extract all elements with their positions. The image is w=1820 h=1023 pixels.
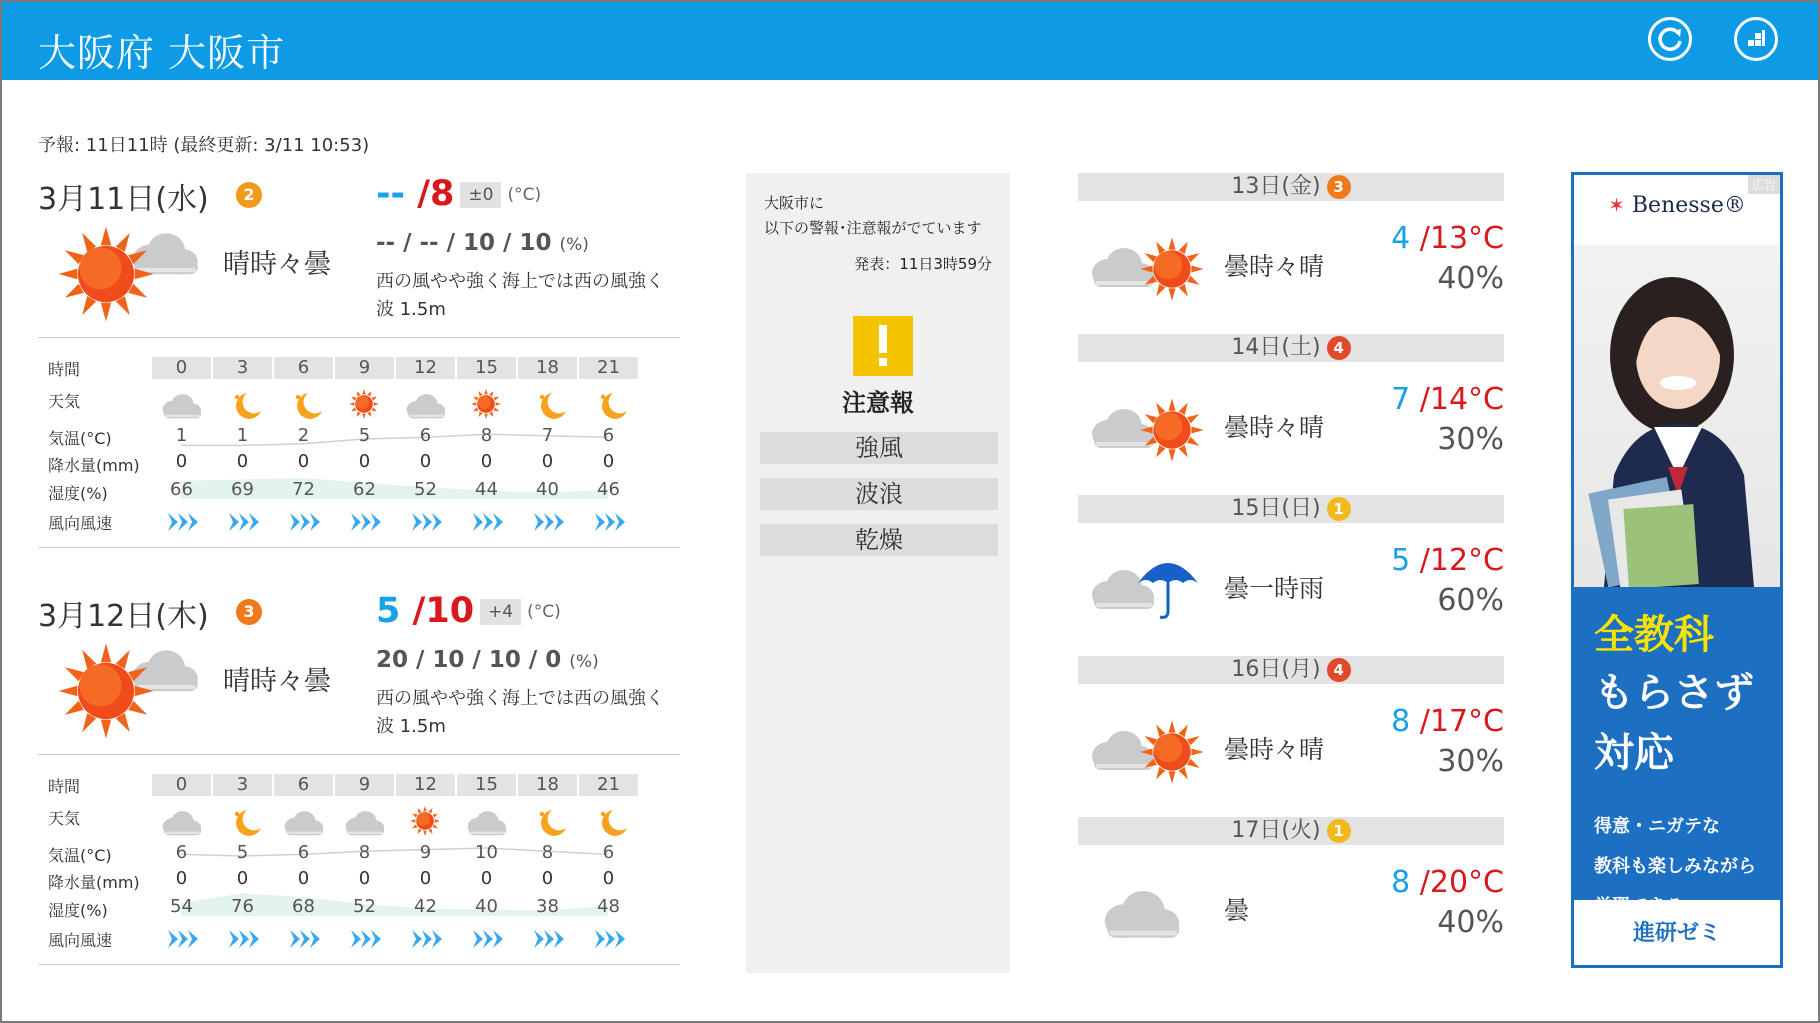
hour-precip: 0 [358, 868, 371, 889]
warnings-heading-line1: 大阪市に [764, 194, 825, 212]
hour-header: 9 [335, 774, 394, 796]
hour-humidity: 54 [170, 896, 193, 917]
cloud-icon [335, 804, 394, 838]
wind-direction-icon [457, 509, 516, 535]
hour-header: 3 [213, 774, 272, 796]
row-label-temp: 気温(°C) [48, 429, 112, 448]
sun-icon [335, 387, 394, 421]
hour-header: 12 [396, 774, 455, 796]
moon-icon [274, 387, 333, 421]
wind-direction-icon [518, 926, 577, 952]
benesse-logo-mark-icon: ✶ [1608, 193, 1625, 217]
wind-direction-icon [335, 926, 394, 952]
hour-header: 18 [518, 774, 577, 796]
weekly-temperature: 5 /12°C [1391, 543, 1504, 578]
hour-header: 6 [274, 774, 333, 796]
day-precip-prob [376, 230, 589, 256]
weekly-weather: 曇時々晴 [1224, 413, 1325, 442]
weekly-precip-prob: 40% [1437, 261, 1504, 296]
cloud-sun-icon [1078, 708, 1218, 798]
hour-precip: 0 [236, 451, 249, 472]
wind-direction-icon [396, 926, 455, 952]
hour-humidity: 44 [475, 479, 498, 500]
ad-subcopy-3: 学習できる [1594, 896, 1684, 917]
temp-slash: / [412, 591, 426, 631]
cloud-sun-icon [1078, 225, 1218, 315]
weekly-temperature: 7 /14°C [1391, 382, 1504, 417]
hour-temp: 10 [475, 842, 498, 863]
weekly-day-header [1078, 334, 1504, 362]
benesse-logo-text: Benesse [1631, 193, 1724, 218]
hour-precip: 0 [541, 868, 554, 889]
hour-temp: 6 [419, 425, 432, 446]
day-weather: 晴時々曇 [223, 249, 331, 280]
weekly-index-badge: 4 [1327, 336, 1351, 360]
hour-precip: 0 [175, 868, 188, 889]
ad-label: 広告 [1748, 175, 1780, 194]
warnings-time: 発表：11日3時59分 [854, 255, 992, 273]
ad-headline-2-3 [1594, 663, 1754, 783]
hour-humidity: 69 [231, 479, 254, 500]
weekly-date: 16日(月) [1231, 657, 1321, 682]
weekly-temp-unit: °C [1468, 865, 1504, 900]
hour-temp: 2 [297, 425, 310, 446]
ad-headline-3: 対応 [1594, 730, 1674, 776]
hour-humidity: 42 [414, 896, 437, 917]
weekly-temp-min: 5 [1391, 543, 1411, 578]
hour-precip: 0 [297, 451, 310, 472]
weekly-temp-unit: °C [1468, 543, 1504, 578]
hour-humidity: 62 [353, 479, 376, 500]
hour-header: 9 [335, 357, 394, 379]
hour-temp: 8 [358, 842, 371, 863]
hour-temp: 6 [602, 425, 615, 446]
hour-header: 0 [152, 357, 211, 379]
temp-unit: (°C) [527, 602, 561, 622]
weekly-temp-min: 7 [1391, 382, 1411, 417]
moon-icon [518, 387, 577, 421]
advertisement[interactable] [1571, 172, 1783, 968]
weekly-day-header [1078, 173, 1504, 201]
cloud-icon [1078, 869, 1218, 959]
hour-temp: 9 [419, 842, 432, 863]
hour-temp: 6 [175, 842, 188, 863]
weekly-temperature: 8 /17°C [1391, 704, 1504, 739]
moon-icon [579, 387, 638, 421]
day-wind: 西の風やや強く海上では西の風強く [376, 271, 664, 292]
hour-precip: 0 [602, 451, 615, 472]
warning-item[interactable]: 波浪 [760, 478, 998, 510]
cloud-icon [152, 804, 211, 838]
divider [38, 337, 680, 338]
pin-icon [1737, 20, 1775, 58]
divider [38, 754, 680, 755]
day-temperature [376, 174, 541, 214]
weekly-weather: 曇一時雨 [1224, 574, 1325, 603]
ad-photo-student [1574, 245, 1780, 587]
cloud-icon [274, 804, 333, 838]
weekly-temperature: 4 /13°C [1391, 221, 1504, 256]
temp-min: 5 [376, 591, 401, 631]
wind-direction-icon [213, 926, 272, 952]
wind-direction-icon [274, 926, 333, 952]
wind-direction-icon [579, 509, 638, 535]
cloud-icon [396, 387, 455, 421]
wind-direction-icon [152, 509, 211, 535]
benesse-logo [1574, 193, 1780, 218]
forecast-meta: 予報: 11日11時 (最終更新: 3/11 10:53) [38, 135, 370, 156]
day-wave: 波 1.5m [376, 299, 446, 320]
row-label-humidity: 湿度(%) [48, 901, 108, 920]
weekly-day-header [1078, 495, 1504, 523]
hour-header: 15 [457, 774, 516, 796]
weekly-temp-max: 17 [1429, 704, 1469, 739]
warnings-panel [746, 173, 1010, 973]
weekly-temp-unit: °C [1468, 704, 1504, 739]
ad-copy-area [1574, 587, 1780, 917]
weekly-day-header [1078, 817, 1504, 845]
hour-header: 12 [396, 357, 455, 379]
exclamation-icon [853, 316, 913, 376]
weekly-weather: 曇時々晴 [1224, 252, 1325, 281]
weekly-temp-max: 13 [1429, 221, 1469, 256]
day-precip-prob [376, 647, 599, 673]
hour-humidity: 48 [597, 896, 620, 917]
temp-diff: ±0 [460, 182, 501, 208]
temp-diff: +4 [480, 599, 521, 625]
weekly-precip-prob: 40% [1437, 905, 1504, 940]
weekly-temp-min: 8 [1391, 865, 1411, 900]
day-temperature [376, 591, 561, 631]
day-index-badge: 2 [236, 182, 262, 208]
hour-humidity: 68 [292, 896, 315, 917]
hour-temp: 5 [236, 842, 249, 863]
temp-max: 8 [430, 174, 455, 214]
weekly-date: 13日(金) [1231, 174, 1321, 199]
hour-humidity: 76 [231, 896, 254, 917]
hour-precip: 0 [602, 868, 615, 889]
pop-values: 20 / 10 / 10 / 0 [376, 647, 562, 673]
hour-temp: 6 [297, 842, 310, 863]
hour-precip: 0 [236, 868, 249, 889]
wind-direction-icon [213, 509, 272, 535]
weekly-weather: 曇時々晴 [1224, 735, 1325, 764]
divider [38, 964, 680, 965]
weekly-temp-unit: °C [1468, 221, 1504, 256]
hour-humidity: 46 [597, 479, 620, 500]
day-weather: 晴時々曇 [223, 666, 331, 697]
pin-to-start-button[interactable] [1734, 17, 1778, 61]
ad-headline-2: もらさず [1594, 670, 1754, 716]
weekly-day-header [1078, 656, 1504, 684]
row-label-precip: 降水量(mm) [48, 873, 140, 892]
temp-max: 10 [425, 591, 475, 631]
sun-cloud-icon [48, 214, 218, 334]
weekly-day [1078, 495, 1504, 655]
row-label-humidity: 湿度(%) [48, 484, 108, 503]
day-date: 3月12日(木) [38, 599, 209, 634]
hour-temp: 1 [236, 425, 249, 446]
hour-temp: 8 [541, 842, 554, 863]
sun-icon [457, 387, 516, 421]
weekly-precip-prob: 30% [1437, 422, 1504, 457]
hour-header: 21 [579, 774, 638, 796]
hour-humidity: 52 [353, 896, 376, 917]
hour-precip: 0 [541, 451, 554, 472]
weekly-day [1078, 817, 1504, 977]
wind-direction-icon [396, 509, 455, 535]
row-label-time: 時間 [48, 360, 81, 379]
weekly-date: 14日(土) [1231, 335, 1321, 360]
moon-icon [213, 804, 272, 838]
hour-temp: 1 [175, 425, 188, 446]
weekly-index-badge: 1 [1327, 819, 1351, 843]
wind-direction-icon [579, 926, 638, 952]
moon-icon [579, 804, 638, 838]
weekly-temp-unit: °C [1468, 382, 1504, 417]
hour-humidity: 40 [536, 479, 559, 500]
weekly-temperature: 8 /20°C [1391, 865, 1504, 900]
day-wind: 西の風やや強く海上では西の風強く [376, 688, 664, 709]
hour-temp: 5 [358, 425, 371, 446]
moon-icon [213, 387, 272, 421]
wind-direction-icon [518, 509, 577, 535]
row-label-weather: 天気 [48, 392, 81, 411]
pop-unit: (%) [559, 235, 589, 255]
hour-header: 15 [457, 357, 516, 379]
row-label-wind: 風向風速 [48, 931, 113, 950]
warnings-heading [764, 191, 982, 241]
row-label-precip: 降水量(mm) [48, 456, 140, 475]
weekly-index-badge: 3 [1327, 175, 1351, 199]
weekly-temp-max: 12 [1429, 543, 1469, 578]
divider [38, 547, 680, 548]
warning-level: 注意報 [842, 389, 914, 417]
warnings-heading-line2: 以下の警報･注意報がでています [764, 219, 982, 237]
day-wind-wave [376, 268, 696, 324]
hour-humidity: 38 [536, 896, 559, 917]
cloud-icon [457, 804, 516, 838]
row-label-time: 時間 [48, 777, 81, 796]
weekly-precip-prob: 60% [1437, 583, 1504, 618]
warning-item[interactable]: 乾燥 [760, 524, 998, 556]
hour-precip: 0 [480, 451, 493, 472]
hour-precip: 0 [297, 868, 310, 889]
weekly-temp-max: 14 [1429, 382, 1469, 417]
weekly-temp-min: 4 [1391, 221, 1411, 256]
cloud-umbrella-icon [1078, 547, 1218, 637]
weekly-temp-min: 8 [1391, 704, 1411, 739]
weekly-temp-max: 20 [1429, 865, 1469, 900]
day-forecast-tomorrow [38, 591, 680, 971]
sun-cloud-icon [48, 631, 218, 751]
hour-humidity: 66 [170, 479, 193, 500]
cloud-icon [152, 387, 211, 421]
weekly-day [1078, 656, 1504, 816]
hour-header: 18 [518, 357, 577, 379]
day-index-badge: 3 [236, 599, 262, 625]
weekly-index-badge: 4 [1327, 658, 1351, 682]
wind-direction-icon [457, 926, 516, 952]
ad-footer-brand: 進研ゼミ [1632, 921, 1721, 946]
hour-precip: 0 [419, 868, 432, 889]
hour-humidity: 52 [414, 479, 437, 500]
wind-direction-icon [274, 509, 333, 535]
cloud-sun-icon [1078, 386, 1218, 476]
pop-values: -- / -- / 10 / 10 [376, 230, 552, 256]
hourly-table [38, 347, 680, 537]
warning-item[interactable]: 強風 [760, 432, 998, 464]
benesse-logo-reg: ® [1723, 193, 1746, 218]
hour-temp: 6 [602, 842, 615, 863]
sun-icon [396, 804, 455, 838]
row-label-temp: 気温(°C) [48, 846, 112, 865]
weekly-weather: 曇 [1224, 896, 1250, 925]
row-label-weather: 天気 [48, 809, 81, 828]
hourly-table [38, 764, 680, 954]
temp-unit: (°C) [507, 185, 542, 205]
temp-slash: / [417, 174, 431, 214]
hour-temp: 7 [541, 425, 554, 446]
hour-humidity: 40 [475, 896, 498, 917]
app-header [2, 2, 1818, 80]
hour-precip: 0 [419, 451, 432, 472]
ad-headline-1: 全教科 [1594, 612, 1714, 658]
wind-direction-icon [152, 926, 211, 952]
refresh-button[interactable] [1648, 17, 1692, 61]
hour-header: 3 [213, 357, 272, 379]
temp-min: -- [376, 174, 406, 214]
weekly-precip-prob: 30% [1437, 744, 1504, 779]
hour-header: 0 [152, 774, 211, 796]
weekly-day [1078, 173, 1504, 333]
hour-precip: 0 [358, 451, 371, 472]
hour-humidity: 72 [292, 479, 315, 500]
hour-temp: 8 [480, 425, 493, 446]
hour-precip: 0 [480, 868, 493, 889]
day-date: 3月11日(水) [38, 182, 209, 217]
day-wind-wave [376, 685, 696, 741]
ad-subcopy-1: 得意・ニガテな [1594, 816, 1720, 837]
row-label-wind: 風向風速 [48, 514, 113, 533]
wind-direction-icon [335, 509, 394, 535]
hour-precip: 0 [175, 451, 188, 472]
pop-unit: (%) [569, 652, 599, 672]
page-title: 大阪府 大阪市 [38, 31, 286, 75]
weekly-index-badge: 1 [1327, 497, 1351, 521]
hour-header: 21 [579, 357, 638, 379]
weekly-date: 15日(日) [1231, 496, 1321, 521]
hour-header: 6 [274, 357, 333, 379]
day-forecast-today [38, 174, 680, 554]
refresh-icon [1651, 20, 1689, 58]
moon-icon [518, 804, 577, 838]
day-wave: 波 1.5m [376, 716, 446, 737]
ad-subcopy-2: 教科も楽しみながら [1594, 856, 1756, 877]
weekly-day [1078, 334, 1504, 494]
weekly-date: 17日(火) [1231, 818, 1321, 843]
